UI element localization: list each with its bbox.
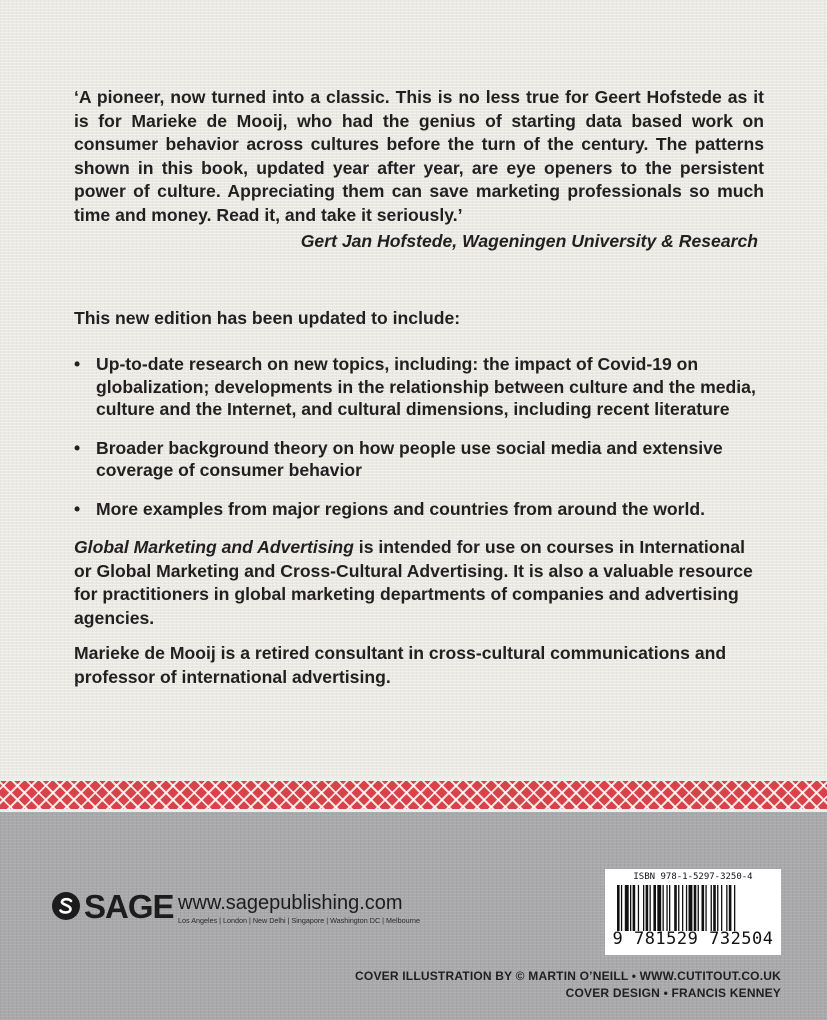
barcode-bar (682, 885, 683, 931)
endorsement-quote: ‘A pioneer, now turned into a classic. This is no less true for Geert Hofstede as it is for Marieke de Mooij, who had the genius of starting data based work on consumer behavior across cultures before the turn of the century. The patterns shown in this book, updated year after year, are eye openers to the persistent power of culture. Appreciating them can save marketing professionals so much time and money. Read it, and take it seriously.’ (74, 87, 764, 225)
list-item (74, 498, 764, 521)
barcode-bar (702, 885, 705, 931)
barcode-icon (615, 885, 771, 931)
barcode-bar (721, 885, 722, 931)
barcode-bar (713, 885, 716, 931)
band-edge-top (0, 778, 827, 781)
publisher-cities: Los Angeles | London | New Delhi | Singapore | Washington DC | Melbourne (178, 916, 421, 925)
quote-attribution: Gert Jan Hofstede, Wageningen University & Research (300, 231, 758, 251)
barcode-bar (686, 885, 687, 931)
illustration-credit: COVER ILLUSTRATION BY © MARTIN O’NEILL • WWW.CUTITOUT.CO.UK (355, 969, 781, 983)
list-item (74, 353, 764, 421)
barcode-bar (625, 885, 629, 931)
sage-logo-text: SAGE (84, 888, 174, 925)
design-credit: COVER DESIGN • FRANCIS KENNEY (565, 986, 781, 1000)
barcode-bar (617, 885, 620, 931)
sage-logo-icon (52, 892, 80, 920)
barcode-bar (729, 885, 732, 931)
barcode-bar (694, 885, 697, 931)
author-name: Marieke de Mooij (74, 643, 216, 663)
book-description-text: is intended for use on courses in International or Global Marketing and Cross-Cultural Advertising. It is also a valuable resource for practitioners in global marketing departments of companies and advertising agencies. (74, 537, 753, 628)
bullet-text: Up-to-date research on new topics, including: the impact of Covid-19 on globalization; developments in the relationship between culture and the media, culture and the Internet, and cultural dimensions, including recent literature (96, 354, 756, 419)
author-bio (74, 642, 764, 689)
book-description (74, 536, 764, 630)
bullet-icon: • (74, 354, 81, 374)
back-cover-text (74, 86, 764, 689)
isbn-label: ISBN 978-1-5297-3250-4 (633, 872, 753, 882)
bullet-icon: • (74, 437, 81, 458)
barcode-bar (650, 885, 651, 931)
bullet-icon: • (74, 498, 81, 519)
decorative-red-band (0, 778, 827, 812)
barcode-bar (621, 885, 622, 931)
barcode-bar (698, 885, 699, 931)
barcode-bar (669, 885, 670, 931)
barcode-bar (657, 885, 661, 931)
barcode-bar (646, 885, 649, 931)
barcode-bar (633, 885, 636, 931)
barcode-bar (638, 885, 639, 931)
barcode-bar (734, 885, 735, 931)
isbn-barcode (605, 869, 781, 955)
list-item (74, 437, 764, 482)
barcode-bar (663, 885, 664, 931)
barcode-bar (726, 885, 727, 931)
bullet-text: More examples from major regions and countries from around the world. (96, 498, 706, 519)
barcode-bar (674, 885, 677, 931)
barcode-bar (711, 885, 712, 931)
cover-credits (355, 968, 781, 1002)
barcode-bar (689, 885, 693, 931)
edition-bullet-list (74, 353, 764, 520)
barcode-bar (678, 885, 679, 931)
edition-intro: This new edition has been updated to include: (74, 308, 461, 328)
bullet-text: Broader background theory on how people use social media and extensive coverage of consumer behavior (96, 437, 723, 480)
barcode-bar (653, 885, 656, 931)
book-title: Global Marketing and Advertising (74, 537, 354, 557)
barcode-bar (630, 885, 631, 931)
publisher-block (52, 890, 432, 936)
barcode-bar (705, 885, 706, 931)
publisher-url[interactable]: www.sagepublishing.com (178, 892, 403, 914)
barcode-bar (717, 885, 718, 931)
barcode-digits: 9 781529 732504 (612, 929, 774, 949)
barcode-bar (643, 885, 644, 931)
barcode-bar (666, 885, 667, 931)
author-bio-text: is a retired consultant in cross-cultural communications and professor of international advertising. (74, 643, 727, 687)
